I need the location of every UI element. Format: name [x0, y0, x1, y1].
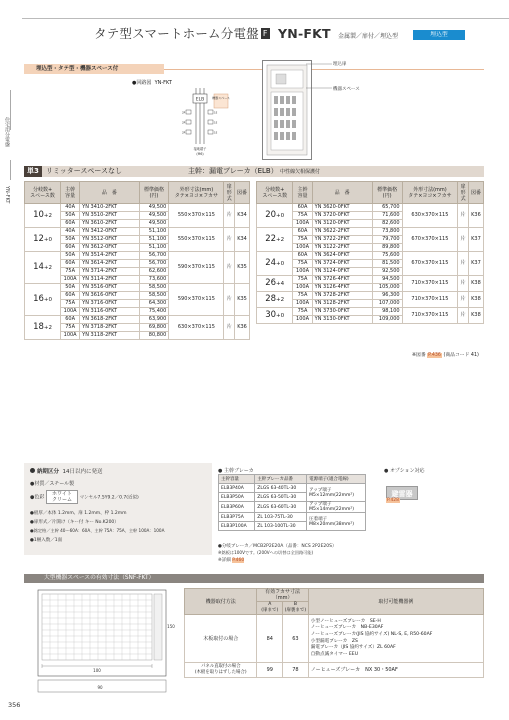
diagram-caption — [132, 79, 172, 86]
main-breaker-table: 主幹容量 主幹ブレーカ品番 電源端子(適合電線) ELB3P40A ZLGS 63-40TL-30 アップ端子 M5×12mm(22mm²) ELB3P50A ZLGS 63-50TL-30 ELB3P60A ZLGS 63-60TL-30 アップ端子 M5×14mm(22mm²) ELB3P75A ZL 103-75TL-30 圧着端子 M8×20mm(38mm²) ELB3P100A ZL 103-100TL-30 — [218, 474, 366, 531]
branch-breaker-note: ●分岐ブレーカ／MCB2P2E20A（品番：NCS 2P2E20S） — [218, 544, 337, 549]
delivery-row: 納期区分 14日以内に発送 — [30, 467, 103, 475]
part-number: YN 3618-2FKT — [80, 316, 139, 324]
part-number: YN 3720-0FKT — [312, 212, 372, 220]
main-breaker-title: ● 主幹ブレーカ — [218, 468, 254, 474]
price: 80,800 — [139, 332, 169, 340]
top-rule — [22, 18, 509, 19]
dimensions: 670×370×115 — [402, 228, 458, 252]
series-band — [24, 166, 484, 177]
branch-count: 22+2 — [257, 228, 293, 252]
branch-count: 28+2 — [257, 292, 293, 308]
part-number: YN 3512-0FKT — [80, 236, 139, 244]
figure-number: K35 — [235, 284, 250, 316]
part-number: YN 3124-0FKT — [312, 268, 372, 276]
table-row — [25, 316, 250, 324]
price: 105,000 — [372, 284, 402, 292]
page-number: 356 — [8, 701, 21, 709]
main-capacity: 50A — [61, 212, 80, 220]
col-branch: 分岐数+ スペース数 — [257, 182, 293, 204]
main-capacity: 60A — [293, 252, 312, 260]
branch-count: 10+2 — [25, 204, 61, 228]
phase-badge: 単3 — [24, 166, 42, 177]
door-type: 片 — [224, 204, 235, 228]
part-number: YN 3724-0FKT — [312, 260, 372, 268]
table-row — [257, 204, 484, 212]
ground-terminal-text: 接地端子 — [193, 147, 207, 151]
packing-row: ●1梱入数／1面 — [30, 538, 63, 543]
main-capacity: 100A — [293, 244, 312, 252]
table-row — [257, 292, 484, 300]
main-capacity: 50A — [61, 284, 80, 292]
product-table-left — [24, 181, 250, 340]
col-dims: 外形寸法(mm) タテ×ヨコ×フカサ — [169, 182, 224, 204]
col-fig: 図番 — [235, 182, 250, 204]
part-number: YN 3114-2FKT — [80, 276, 139, 284]
cabinet-drawing — [262, 60, 312, 160]
product-table-right — [256, 181, 484, 324]
device-space-text: 機器スペース — [212, 96, 230, 100]
main-capacity: 50A — [61, 252, 80, 260]
price: 79,700 — [372, 236, 402, 244]
branch-count: 26+4 — [257, 276, 293, 292]
main-capacity: 100A — [61, 308, 80, 316]
part-number: YN 3514-2FKT — [80, 252, 139, 260]
main-capacity: 100A — [293, 220, 312, 228]
part-number: YN 3718-2FKT — [80, 324, 139, 332]
table-row — [257, 252, 484, 260]
svg-text:1E: 1E — [214, 121, 218, 125]
price: 94,500 — [372, 276, 402, 284]
part-number: YN 3412-0FKT — [80, 228, 139, 236]
main-capacity: 75A — [293, 292, 312, 300]
band-label: リミッタースペースなし — [45, 167, 123, 175]
part-number: YN 3620-0FKT — [312, 204, 372, 212]
price: 75,400 — [139, 308, 169, 316]
door-type: 片 — [458, 252, 469, 276]
col-part: 品 番 — [80, 182, 139, 204]
part-number: YN 3130-0FKT — [312, 316, 372, 324]
price: 56,700 — [139, 260, 169, 268]
main-capacity: 75A — [293, 308, 312, 316]
price: 73,600 — [139, 276, 169, 284]
figure-number: K38 — [468, 308, 483, 324]
door-type: 片 — [224, 316, 235, 340]
figure-number: K36 — [468, 204, 483, 228]
part-number: YN 3728-2FKT — [312, 292, 372, 300]
col-branch: 分岐数+ スペース数 — [25, 182, 61, 204]
branch-count: 24+0 — [257, 252, 293, 276]
price: 58,500 — [139, 292, 169, 300]
diagram-caption-model: YN-FKT — [154, 80, 172, 86]
part-number: YN 3616-0FKT — [80, 292, 139, 300]
band-label-main: 主幹：漏電ブレーカ（ELB） 中性線欠相保護付 — [188, 167, 320, 175]
col-door: 扉形式 — [224, 182, 235, 204]
figure-number: K34 — [235, 228, 250, 252]
option-title: ● オプション対応 — [384, 468, 425, 474]
part-number: YN 3118-2FKT — [80, 332, 139, 340]
rating-row: ●銘定格／主幹 40～60A：60A、主幹 75A：75A、主幹 100A：100A — [30, 528, 165, 533]
figure-number: K34 — [235, 204, 250, 228]
price: 63,900 — [139, 316, 169, 324]
dimensions: 590×370×115 — [169, 252, 224, 284]
figure-number: K37 — [468, 228, 483, 252]
title-model: YN-FKT — [278, 26, 331, 41]
branch-count: 20+0 — [257, 204, 293, 228]
table-row — [25, 204, 250, 212]
part-number: YN 3516-0FKT — [80, 284, 139, 292]
price: 71,600 — [372, 212, 402, 220]
table-row — [257, 276, 484, 284]
material-row: ●材質／スチール製 — [30, 481, 75, 487]
main-capacity: 60A — [61, 260, 80, 268]
col-door: 扉形式 — [458, 182, 469, 204]
main-capacity: 100A — [293, 316, 312, 324]
side-model: YN-FKT — [4, 186, 10, 204]
price: 75,600 — [372, 252, 402, 260]
price: 81,500 — [372, 260, 402, 268]
part-number: YN 3614-2FKT — [80, 260, 139, 268]
door-type: 片 — [458, 292, 469, 308]
price: 49,500 — [139, 204, 169, 212]
price: 82,600 — [372, 220, 402, 228]
branch-breaker-note2: ※銘板は100Vです。(200Vへの切替は全回路可能) — [218, 550, 314, 555]
branch-count: 30+0 — [257, 308, 293, 324]
figure-note: ※図番 P.436 (商品コード 41) — [412, 353, 479, 358]
svg-text:2P: 2P — [182, 131, 186, 135]
table-row — [25, 228, 250, 236]
price: 51,100 — [139, 228, 169, 236]
price: 98,100 — [372, 308, 402, 316]
price: 96,300 — [372, 292, 402, 300]
circuit-diagram — [180, 84, 250, 158]
surge-arrester-badge: 避雷器 — [386, 486, 418, 500]
thickness-row: ●板厚／本体 1.2mm、扉 1.2mm、枠 1.2mm — [30, 511, 127, 516]
price: 64,300 — [139, 300, 169, 308]
part-number: YN 3714-2FKT — [80, 268, 139, 276]
detail-note: ※詳細 P.460 — [218, 558, 245, 563]
cabinet-device-label: 機器スペース — [333, 87, 360, 92]
branch-count: 12+0 — [25, 228, 61, 252]
detail-ref[interactable]: P.460 — [232, 558, 245, 563]
part-number: YN 3116-0FKT — [80, 308, 139, 316]
main-capacity: 75A — [293, 212, 312, 220]
main-capacity: 60A — [293, 204, 312, 212]
price: 73,800 — [372, 228, 402, 236]
svg-text:2P: 2P — [182, 121, 186, 125]
part-number: YN 3622-2FKT — [312, 228, 372, 236]
color-row: ●色彩 ホワイト クリーム マンセル7.5Y9.2／0.7(近似) — [30, 491, 139, 503]
main-capacity: 100A — [293, 284, 312, 292]
col-part: 品 番 — [312, 182, 372, 204]
title-badge: F — [262, 29, 268, 38]
capacity-table: 機器取付方法 有効フカサ寸法（mm） 取付可能機器例 A (扉まで) B (扉裏まで) 木板取付の場合 84 63 小型ノーヒューズブレーカ SE-H ノーヒューズブレーカ NB-E30AF ノーヒューズブレーカ(JIS 協約サイズ) NL-S, E, R50-60AF 小型漏電ブレーカ ZS 漏電ブレーカ（JIS 協約サイズ）ZL 60AF 自動点滅タイマー EEU パネル直取付の場合 (木板を取りはずした場合) 99 78 ノーヒューズブレーカ NX 30・50AF — [184, 588, 484, 678]
col-main: 主幹 容量 — [61, 182, 80, 204]
part-number: YN 3122-2FKT — [312, 244, 372, 252]
cabinet-door-label: 埋込扉 — [333, 62, 347, 67]
main-capacity: 100A — [293, 300, 312, 308]
door-type: 片 — [224, 284, 235, 316]
price: 65,700 — [372, 204, 402, 212]
main-capacity: 75A — [61, 324, 80, 332]
type-tag: 埋込型 — [413, 30, 465, 40]
main-capacity: 100A — [61, 332, 80, 340]
price: 49,500 — [139, 212, 169, 220]
part-number: YN 3612-0FKT — [80, 244, 139, 252]
branch-count: 16+0 — [25, 284, 61, 316]
dimensions: 550×370×115 — [169, 204, 224, 228]
page-title — [94, 24, 331, 42]
side-category: 住宅用分電盤 — [4, 117, 10, 147]
device-space-drawing — [28, 588, 178, 696]
col-main: 主幹 容量 — [293, 182, 312, 204]
part-number: YN 3730-0FKT — [312, 308, 372, 316]
main-capacity: 60A — [293, 228, 312, 236]
dimensions: 630×370×115 — [402, 204, 458, 228]
part-number: YN 3410-2FKT — [80, 204, 139, 212]
main-capacity: 40A — [61, 228, 80, 236]
price: 69,800 — [139, 324, 169, 332]
svg-text:90: 90 — [97, 685, 103, 690]
part-number: YN 3624-0FKT — [312, 252, 372, 260]
table-row — [25, 284, 250, 292]
price: 89,800 — [372, 244, 402, 252]
door-type: 片 — [458, 228, 469, 252]
main-capacity: 50A — [61, 236, 80, 244]
svg-text:1E: 1E — [214, 131, 218, 135]
part-number: YN 3610-2FKT — [80, 220, 139, 228]
part-number: YN 3716-0FKT — [80, 300, 139, 308]
door-type: 片 — [458, 204, 469, 228]
price: 51,100 — [139, 236, 169, 244]
main-capacity: 75A — [293, 276, 312, 284]
section-heading: 埋込型・タテ型・機器スペース付 — [24, 64, 164, 74]
side-rule-mid — [10, 160, 11, 180]
table-row — [257, 308, 484, 316]
price: 49,500 — [139, 220, 169, 228]
title-text: タテ型スマートホーム分電盤 — [94, 26, 259, 41]
part-number: YN 3722-2FKT — [312, 236, 372, 244]
figure-number: K35 — [235, 252, 250, 284]
svg-text:1E: 1E — [214, 111, 218, 115]
option-ref[interactable]: P.428 — [387, 498, 400, 503]
col-fig: 図番 — [468, 182, 483, 204]
svg-text:150: 150 — [167, 624, 175, 629]
part-number: YN 3510-2FKT — [80, 212, 139, 220]
svg-text:2P: 2P — [182, 111, 186, 115]
main-capacity: 75A — [293, 236, 312, 244]
dimensions: 630×370×115 — [169, 316, 224, 340]
price: 109,000 — [372, 316, 402, 324]
table-row — [25, 252, 250, 260]
door-type: 片 — [458, 276, 469, 292]
page-subtitle: 金属製／扉付／埋込型 — [338, 33, 399, 40]
price: 56,700 — [139, 252, 169, 260]
lock-row: ●扉形式／片開け（キー付 キー No.K200） — [30, 520, 119, 525]
part-number: YN 3120-0FKT — [312, 220, 372, 228]
ground-terminal-sub: (M6) — [196, 152, 204, 156]
dimensions: 550×370×115 — [169, 228, 224, 252]
price: 51,100 — [139, 244, 169, 252]
main-capacity: 60A — [61, 292, 80, 300]
color-swatch: ホワイト クリーム — [46, 490, 78, 504]
figure-number: K38 — [468, 276, 483, 292]
cabinet-leaders — [306, 62, 334, 92]
main-capacity: 40A — [61, 204, 80, 212]
door-type: 片 — [224, 228, 235, 252]
branch-count: 18+2 — [25, 316, 61, 340]
dimensions: 670×370×115 — [402, 252, 458, 276]
figure-number: K36 — [235, 316, 250, 340]
col-dims: 外形寸法(mm) タテ×ヨコ×フカサ — [402, 182, 458, 204]
dimensions: 710×370×115 — [402, 292, 458, 308]
part-number: YN 3128-2FKT — [312, 300, 372, 308]
figure-number: K38 — [468, 292, 483, 308]
elb-text: ELB — [195, 97, 205, 103]
figure-note-ref[interactable]: P.436 — [428, 353, 441, 358]
main-capacity: 60A — [61, 220, 80, 228]
main-capacity: 75A — [61, 268, 80, 276]
main-capacity: 60A — [61, 244, 80, 252]
table-row — [257, 228, 484, 236]
main-capacity: 60A — [61, 316, 80, 324]
svg-text:100: 100 — [93, 668, 101, 673]
price: 58,500 — [139, 284, 169, 292]
col-price: 標準価格 (円) — [372, 182, 402, 204]
large-space-band: 大型機器スペースの有効寸法（SNF-FKT） — [24, 574, 484, 583]
dimensions: 710×370×115 — [402, 276, 458, 292]
price: 92,500 — [372, 268, 402, 276]
dimensions: 590×370×115 — [169, 284, 224, 316]
col-price: 標準価格 (円) — [139, 182, 169, 204]
door-type: 片 — [458, 308, 469, 324]
part-number: YN 3126-4FKT — [312, 284, 372, 292]
diagram-caption-prefix: ●回路図 — [132, 80, 152, 86]
door-type: 片 — [224, 252, 235, 284]
main-capacity: 100A — [293, 268, 312, 276]
price: 107,000 — [372, 300, 402, 308]
main-capacity: 100A — [61, 276, 80, 284]
part-number: YN 3726-4FKT — [312, 276, 372, 284]
price: 62,600 — [139, 268, 169, 276]
main-capacity: 75A — [61, 300, 80, 308]
figure-number: K37 — [468, 252, 483, 276]
main-capacity: 75A — [293, 260, 312, 268]
dimensions: 710×370×115 — [402, 308, 458, 324]
branch-count: 14+2 — [25, 252, 61, 284]
